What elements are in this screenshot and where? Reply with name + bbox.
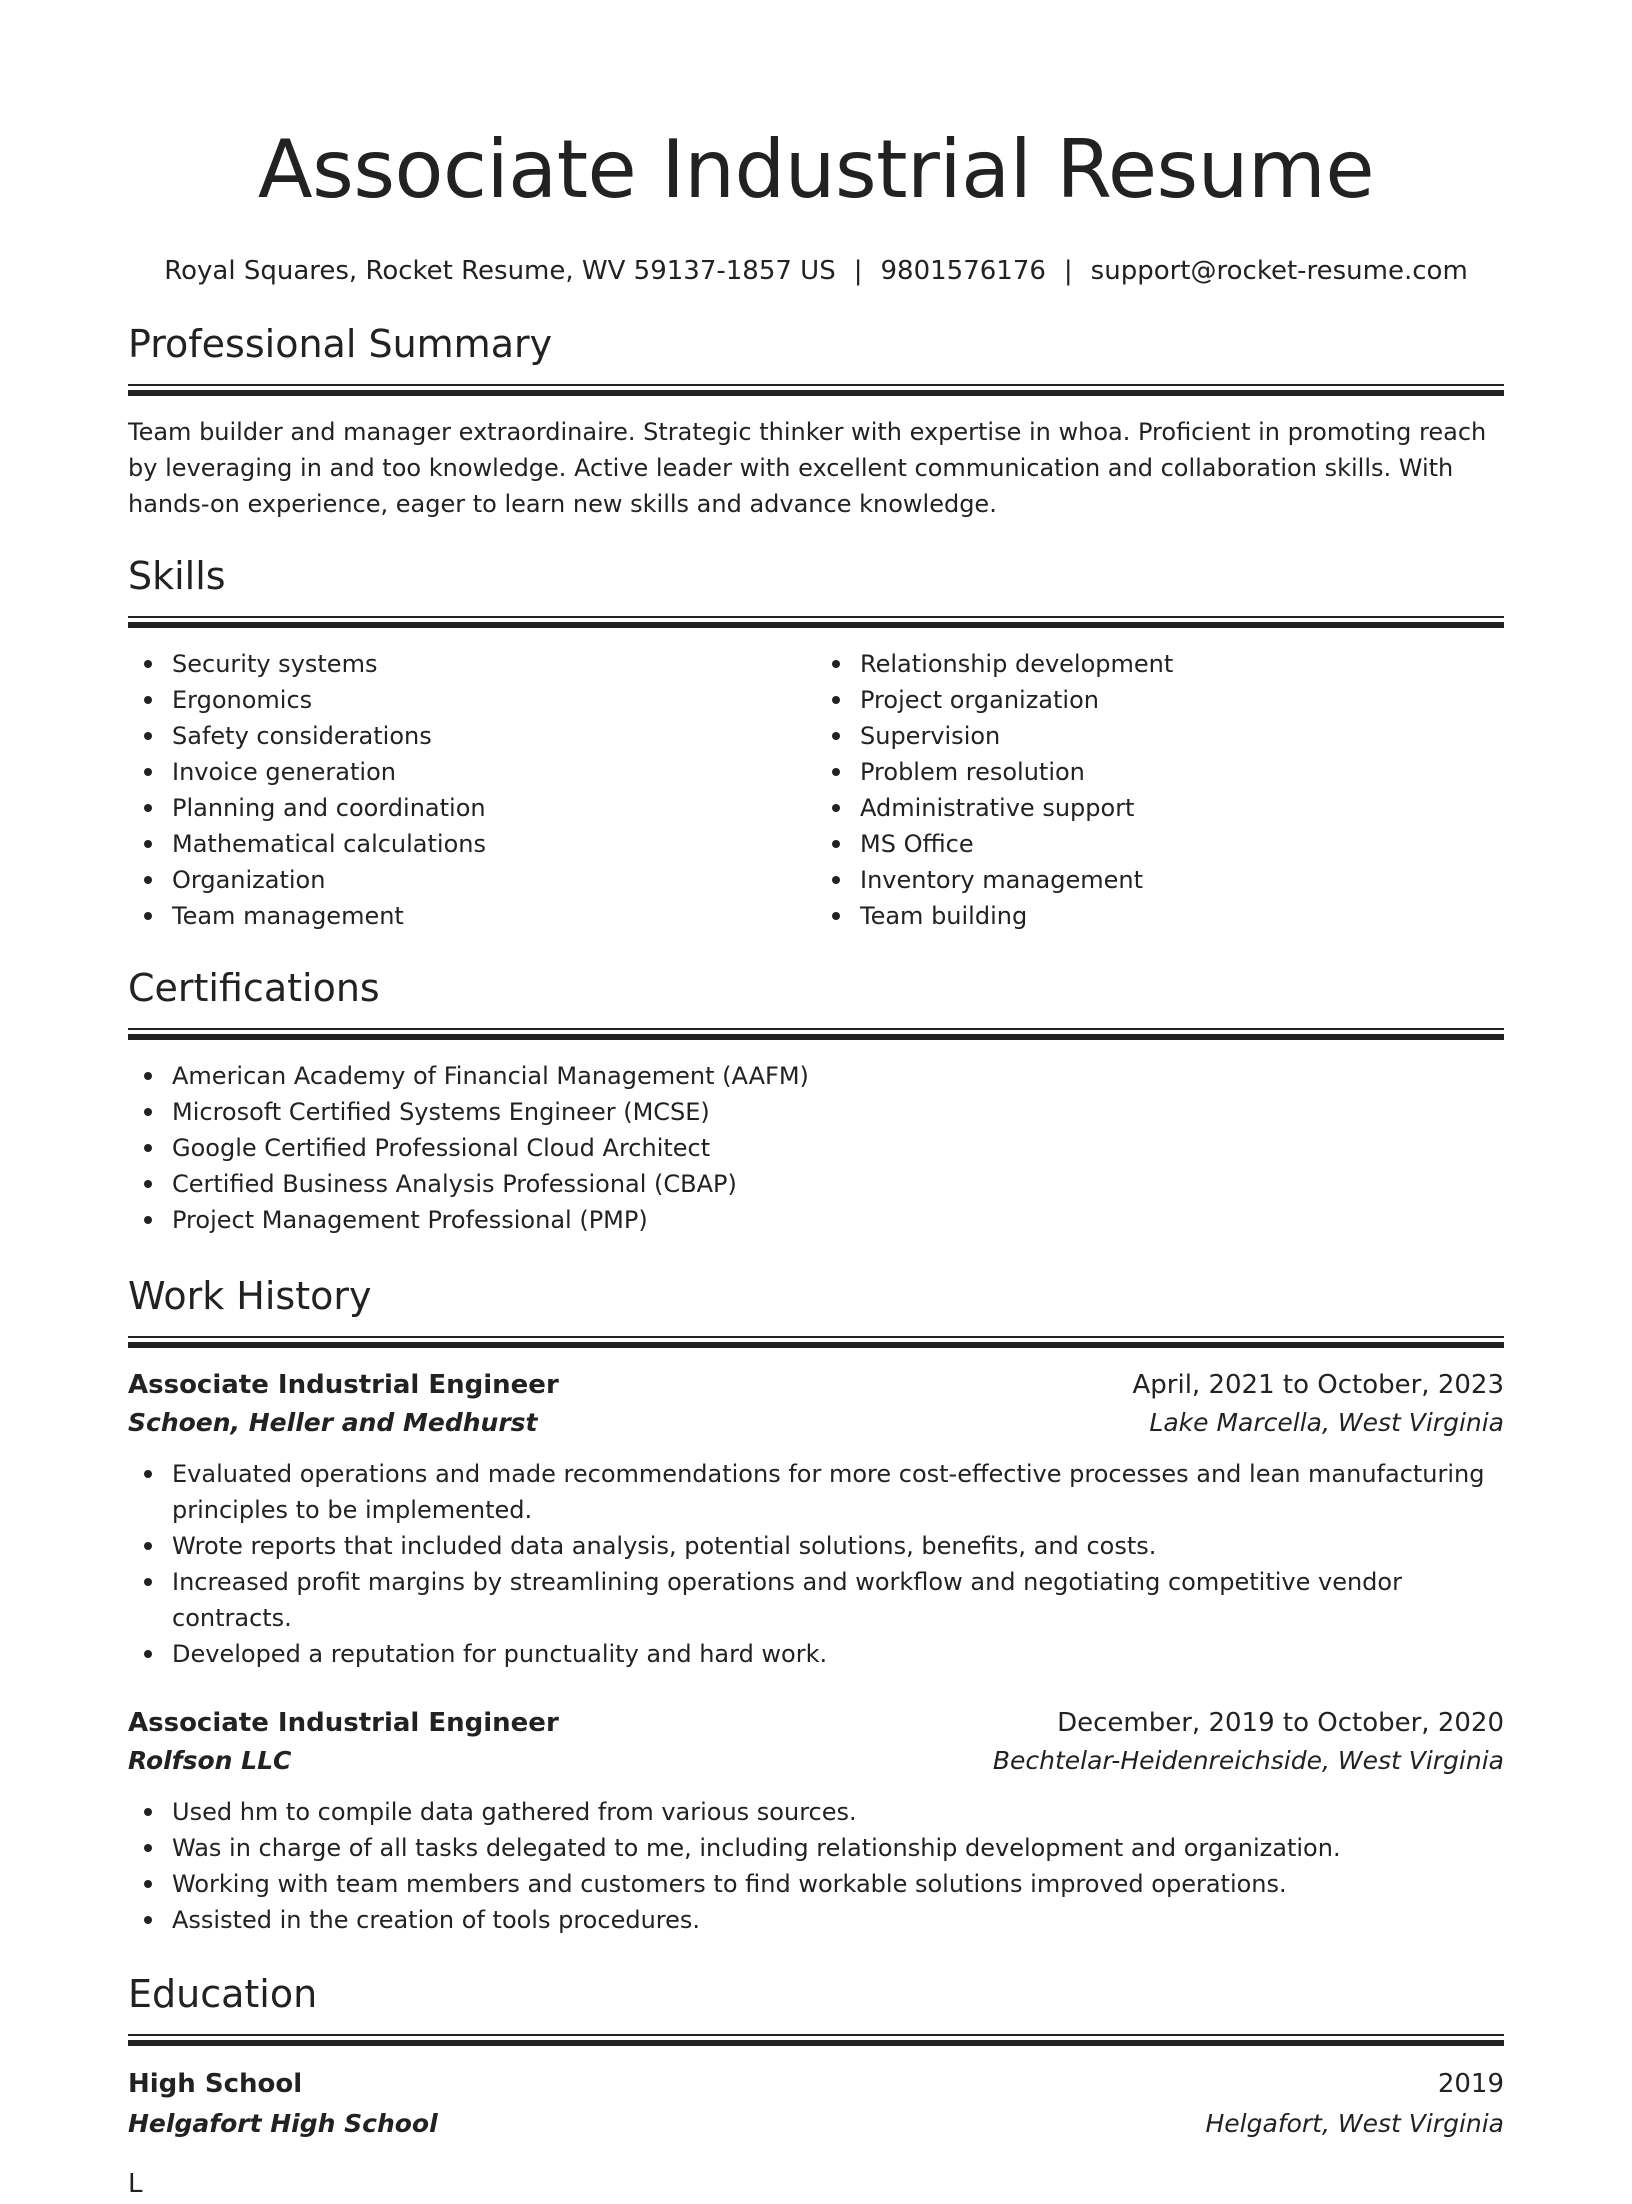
job-company: Rolfson LLC	[128, 1746, 292, 1775]
skill-item: Security systems	[128, 646, 816, 682]
certifications-section	[128, 964, 1504, 1238]
skill-item: Organization	[128, 862, 816, 898]
job-bullet: Increased profit margins by streamlining operations and workflow and negotiating competitive vendor contracts.	[128, 1564, 1504, 1636]
skill-item: Inventory management	[816, 862, 1504, 898]
section-heading: Certifications	[128, 966, 380, 1010]
contact-separator: |	[853, 256, 863, 286]
job-bullet: Assisted in the creation of tools procedures.	[128, 1902, 1504, 1938]
job-header	[128, 1366, 1504, 1404]
job-title: Associate Industrial Engineer	[128, 1370, 559, 1400]
contact-address: Royal Squares, Rocket Resume, WV 59137-1857 US	[164, 256, 836, 286]
job-location: Bechtelar-Heidenreichside, West Virginia	[992, 1746, 1504, 1775]
skill-item: Problem resolution	[816, 754, 1504, 790]
education-subheader	[128, 2104, 1504, 2144]
section-rule-thick	[128, 1342, 1504, 1348]
certification-item: American Academy of Financial Management (AAFM)	[128, 1058, 1504, 1094]
skill-item: Safety considerations	[128, 718, 816, 754]
job-bullet: Evaluated operations and made recommendations for more cost-effective processes and lean manufacturing principles to be implemented.	[128, 1456, 1504, 1528]
contact-email: support@rocket-resume.com	[1090, 256, 1468, 286]
section-rule	[128, 616, 1504, 618]
section-heading: Education	[128, 1972, 318, 2016]
work-history-section	[128, 1272, 1504, 1938]
job-bullet: Was in charge of all tasks delegated to me, including relationship development and organization.	[128, 1830, 1504, 1866]
skill-item: Relationship development	[816, 646, 1504, 682]
certification-item: Project Management Professional (PMP)	[128, 1202, 1504, 1238]
job-dates: April, 2021 to October, 2023	[1132, 1370, 1504, 1400]
certification-item: Certified Business Analysis Professional (CBAP)	[128, 1166, 1504, 1202]
skill-item: Mathematical calculations	[128, 826, 816, 862]
skills-right-list	[816, 646, 1504, 934]
skill-item: Administrative support	[816, 790, 1504, 826]
cutoff-text: L	[128, 2169, 143, 2199]
skill-item: Team management	[128, 898, 816, 934]
contact-phone: 9801576176	[880, 256, 1046, 286]
summary-section	[128, 320, 1504, 522]
job-bullet: Used hm to compile data gathered from various sources.	[128, 1794, 1504, 1830]
education-section	[128, 1970, 1504, 2204]
skill-item: Project organization	[816, 682, 1504, 718]
job-bullets	[128, 1456, 1504, 1672]
skill-item: Ergonomics	[128, 682, 816, 718]
summary-text: Team builder and manager extraordinaire. Strategic thinker with expertise in whoa. Proficient in promoting reach by leveraging in and too knowledge. Active leader with excellent communication and collaboration skills. With hands-on experience, eager to learn new skills and advance knowledge.	[128, 418, 1487, 518]
job-subheader	[128, 1404, 1504, 1442]
job-title: Associate Industrial Engineer	[128, 1708, 559, 1738]
education-location: Helgafort, West Virginia	[1205, 2109, 1504, 2138]
job-entry	[128, 1704, 1504, 1938]
education-school: Helgafort High School	[128, 2109, 438, 2138]
skills-section	[128, 552, 1504, 934]
skill-item: MS Office	[816, 826, 1504, 862]
job-dates: December, 2019 to October, 2020	[1057, 1708, 1504, 1738]
job-bullet: Wrote reports that included data analysis, potential solutions, benefits, and costs.	[128, 1528, 1504, 1564]
certification-item: Microsoft Certified Systems Engineer (MCSE)	[128, 1094, 1504, 1130]
section-rule	[128, 2034, 1504, 2036]
job-bullets	[128, 1794, 1504, 1938]
skill-item: Planning and coordination	[128, 790, 816, 826]
job-location: Lake Marcella, West Virginia	[1149, 1408, 1504, 1437]
resume-title: Associate Industrial Resume	[257, 123, 1375, 216]
skills-columns	[128, 646, 1504, 934]
job-company: Schoen, Heller and Medhurst	[128, 1408, 538, 1437]
section-rule	[128, 1336, 1504, 1338]
section-rule-thick	[128, 2040, 1504, 2046]
education-year: 2019	[1437, 2069, 1504, 2099]
section-rule-thick	[128, 622, 1504, 628]
skill-item: Supervision	[816, 718, 1504, 754]
section-rule	[128, 384, 1504, 386]
education-degree: High School	[128, 2069, 303, 2099]
job-entry	[128, 1366, 1504, 1672]
section-rule-thick	[128, 1034, 1504, 1040]
job-subheader	[128, 1742, 1504, 1780]
skill-item: Invoice generation	[128, 754, 816, 790]
section-rule	[128, 1028, 1504, 1030]
section-rule-thick	[128, 390, 1504, 396]
contact-separator: |	[1063, 256, 1073, 286]
section-heading: Professional Summary	[128, 322, 553, 366]
contact-line	[128, 254, 1504, 288]
skill-item: Team building	[816, 898, 1504, 934]
job-header	[128, 1704, 1504, 1742]
job-bullet: Working with team members and customers to find workable solutions improved operations.	[128, 1866, 1504, 1902]
certification-item: Google Certified Professional Cloud Architect	[128, 1130, 1504, 1166]
job-bullet: Developed a reputation for punctuality and hard work.	[128, 1636, 1504, 1672]
section-heading: Skills	[128, 554, 226, 598]
skills-left-list	[128, 646, 816, 934]
certifications-list	[128, 1058, 1504, 1238]
education-header	[128, 2064, 1504, 2104]
section-heading: Work History	[128, 1274, 372, 1318]
